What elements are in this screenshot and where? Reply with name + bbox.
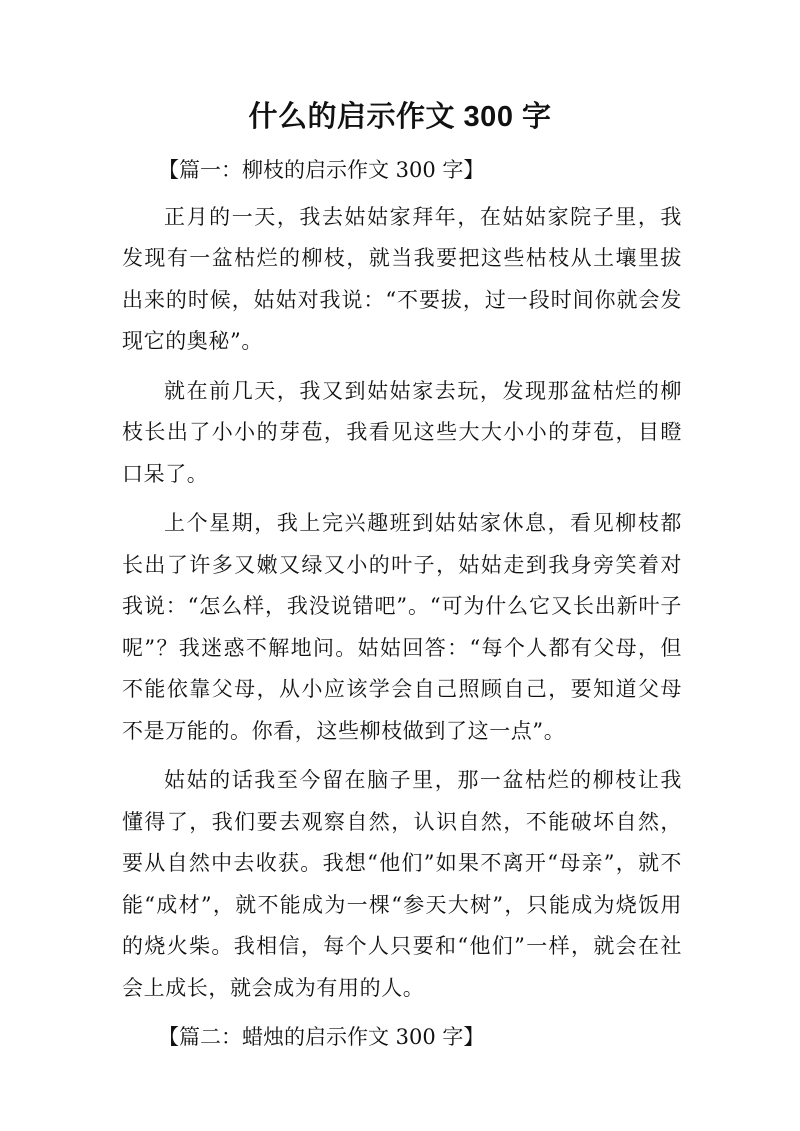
paragraph-2: 就在前几天，我又到姑姑家去玩，发现那盆枯烂的柳枝长出了小小的芽苞，我看见这些大大小小的芽苞，目瞪口呆了。 [122,378,682,486]
paragraph-1: 正月的一天，我去姑姑家拜年，在姑姑家院子里，我发现有一盆枯烂的柳枝，就当我要把这些枯枝从土壤里拔出来的时候，姑姑对我说：“不要拔，过一段时间你就会发现它的奥秘”。 [122,204,682,353]
document-body [122,150,682,1064]
paragraph-3: 上个星期，我上完兴趣班到姑姑家休息，看见柳枝都长出了许多又嫩又绿又小的叶子，姑姑走到我身旁笑着对我说：“怎么样，我没说错吧”。“可为什么它又长出新叶子呢”？我迷惑不解地问。姑姑回答：“每个人都有父母，但不能依靠父母，从小应该学会自己照顾自己，要知道父母不是万能的。你看，这些柳枝做到了这一点”。 [122,511,682,743]
document-title: 什么的启示作文 300 字 [248,101,552,133]
paragraph-4: 姑姑的话我至今留在脑子里，那一盆枯烂的柳枝让我懂得了，我们要去观察自然，认识自然，不能破坏自然，要从自然中去收获。我想“他们”如果不离开“母亲”，就不能“成材”，就不能成为一棵“参天大树”，只能成为烧饭用的烧火柴。我相信，每个人只要和“他们”一样，就会在社会上成长，就会成为有用的人。 [122,768,682,1000]
section-heading-1: 【篇一：柳枝的启示作文 300 字】 [158,158,485,182]
section-heading-2: 【篇二：蜡烛的启示作文 300 字】 [158,1025,485,1049]
